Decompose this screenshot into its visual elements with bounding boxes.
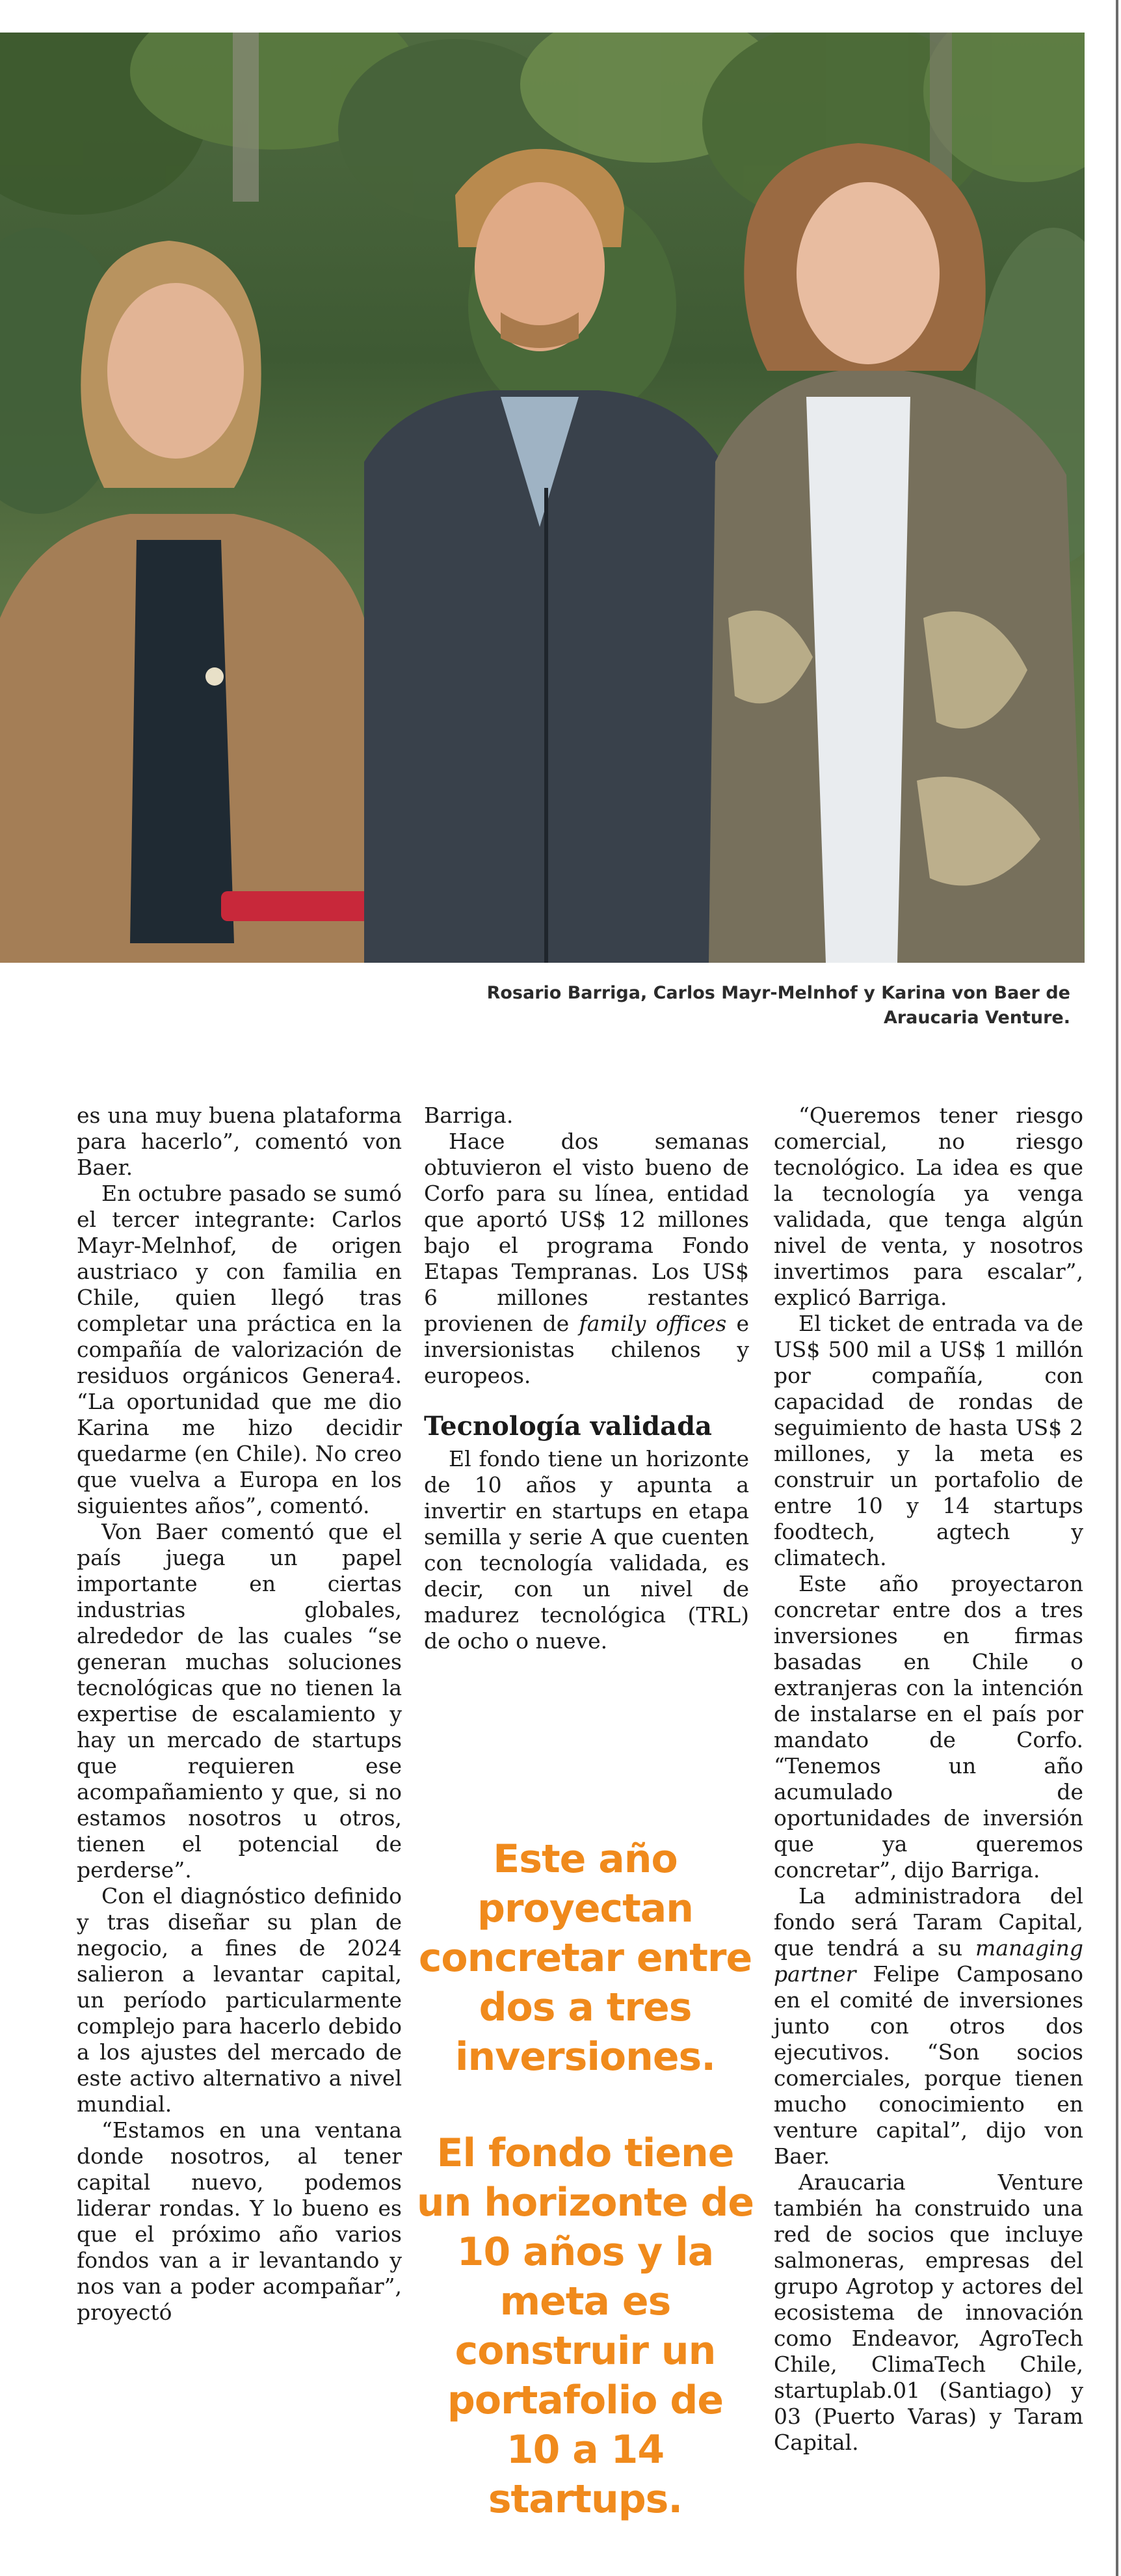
article-photo bbox=[0, 33, 1085, 963]
paragraph: Araucaria Venture también ha construido una red de socios que incluye salmoneras, empresas del grupo Agrotop y actores del ecosistema de innovación como Endeavor, AgroTech Chile, ClimaTech Chile, startuplab.01 (Santiago) y 03 (Puerto Varas) y Taram Capital. bbox=[774, 2169, 1083, 2455]
article-column-1 bbox=[77, 1103, 402, 2326]
paragraph bbox=[424, 1129, 749, 1389]
paragraph: El ticket de entrada va de US$ 500 mil a US$ 1 millón por compañía, con capacidad de rondas de seguimiento de hasta US$ 2 millones, y la meta es construir un portafolio de entre 10 y 14 startups foodtech, agtech y climatech. bbox=[774, 1311, 1083, 1570]
text-run: e inversionistas chilenos y europeos. bbox=[424, 1311, 749, 1388]
text-run: Hace dos semanas obtuvieron el visto bueno de Corfo para su línea, entidad que aportó US$ 12 millones bajo el programa Fondo Etapas Tempranas. Los US$ 6 millones restantes provienen de bbox=[424, 1129, 749, 1336]
paragraph: “Estamos en una ventana donde nosotros, al tener capital nuevo, podemos liderar rondas. Y lo bueno es que el próximo año varios fondos van a ir levantando y nos van a poder acompañar”, proyectó bbox=[77, 2117, 402, 2325]
pull-quote-2: El fondo tiene un horizonte de 10 años y la meta es construir un portafolio de 10 a 14 startups. bbox=[416, 2130, 754, 2522]
italic-text: family offices bbox=[579, 1311, 727, 1336]
photo-caption: Rosario Barriga, Carlos Mayr-Melnhof y Karina von Baer de Araucaria Venture. bbox=[486, 983, 1070, 1028]
pull-quote bbox=[416, 1834, 754, 2571]
paragraph: El fondo tiene un horizonte de 10 años y apunta a invertir en startups en etapa semilla y serie A que cuenten con tecnología validada, es decir, con un nivel de madurez tecnológica (TRL) de ocho o nueve. bbox=[424, 1446, 749, 1654]
paragraph: En octubre pasado se sumó el tercer integrante: Carlos Mayr-Melnhof, de origen austriaco y con familia en Chile, quien llegó tras completar una práctica en la compañía de valorización de residuos orgánicos Genera4. “La oportunidad que me dio Karina me hizo decidir quedarme (en Chile). No creo que vuelva a Europa en los siguientes años”, comentó. bbox=[77, 1181, 402, 1518]
paragraph: Con el diagnóstico definido y tras diseñar su plan de negocio, a fines de 2024 salieron a levantar capital, un período particularmente complejo para hacerlo debido a los ajustes del mercado de este activo alternativo a nivel mundial. bbox=[77, 1883, 402, 2117]
text-run: La administradora del fondo será Taram Capital, que tendrá a su bbox=[774, 1883, 1083, 1961]
paragraph: “Queremos tener riesgo comercial, no riesgo tecnológico. La idea es que la tecnología ya venga validada, que tenga algún nivel de venta, y nosotros invertimos para escalar”, explicó Barriga. bbox=[774, 1103, 1083, 1310]
article-column-2 bbox=[424, 1103, 749, 1654]
paragraph bbox=[774, 1883, 1083, 2169]
paragraph: Von Baer comentó que el país juega un papel importante en ciertas industrias globales, alrededor de las cuales “se generan muchas soluciones tecnológicas que no tienen la expertise de escalamiento y hay un mercado de startups que requieren ese acompañamiento y que, si no estamos nosotros u otros, tienen el potencial de perderse”. bbox=[77, 1519, 402, 1883]
paragraph: Barriga. bbox=[424, 1103, 514, 1128]
article-column-3 bbox=[774, 1103, 1083, 2456]
paragraph: es una muy buena plataforma para hacerlo”, comentó von Baer. bbox=[77, 1103, 402, 1180]
text-run: Felipe Camposano en el comité de inversiones junto con otros dos ejecutivos. “Son socios comerciales, porque tienen mucho conocimiento en venture capital”, dijo von Baer. bbox=[774, 1961, 1083, 2169]
page-edge-rule bbox=[1116, 0, 1118, 2576]
pull-quote-1: Este año proyectan concretar entre dos a tres inversiones. bbox=[418, 1836, 752, 2080]
section-subheading: Tecnología validada bbox=[424, 1411, 712, 1442]
person-carlos bbox=[364, 149, 728, 963]
italic-text: managing partner bbox=[774, 1935, 1083, 1987]
paragraph: Este año proyectaron concretar entre dos a tres inversiones en firmas basadas en Chile o extranjeras con la intención de instalarse en el país por mandato de Corfo. “Tenemos un año acumulado de oportunidades de inversión que ya queremos concretar”, dijo Barriga. bbox=[774, 1571, 1083, 1883]
page-top-margin bbox=[0, 0, 1121, 8]
